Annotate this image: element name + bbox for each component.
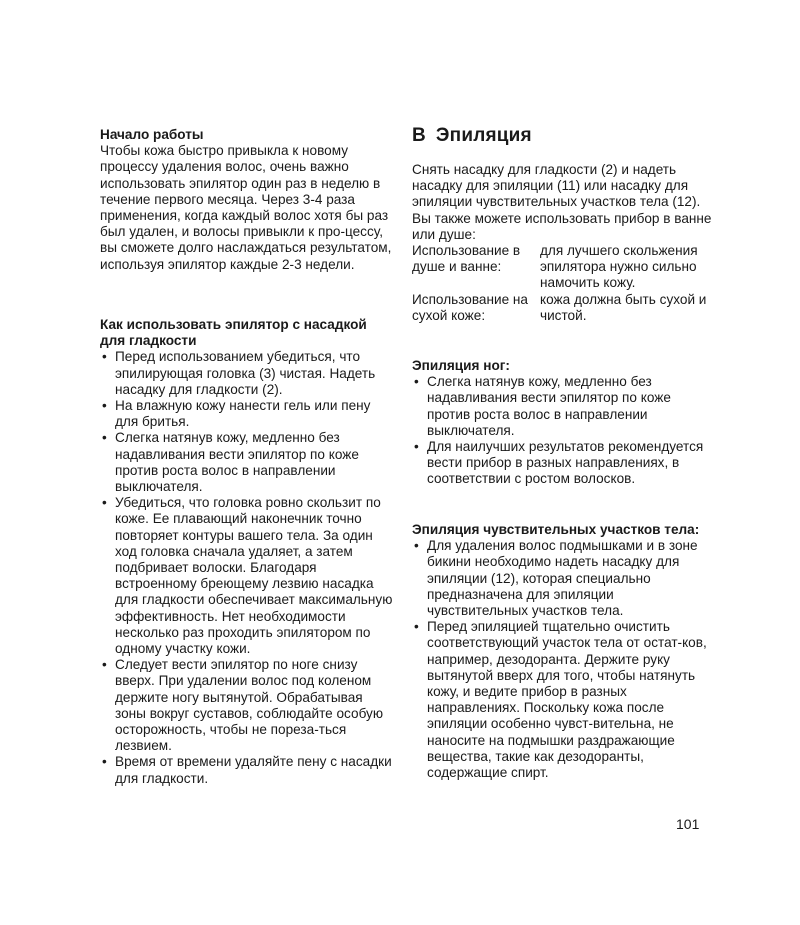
smooth-attachment-list [100, 349, 395, 786]
epilation-intro [412, 162, 712, 324]
list-item: • Время от времени удаляйте пену с насадки для гладкости. [100, 754, 395, 786]
list-item: • Перед эпиляцией тщательно очистить соответствующий участок тела от остат-ков, например, дезодоранта. Держите руку вытянутой вверх для того, чтобы натянуть кожу, и ведите прибор в разных направлениях. Поскольку кожа после эпиляции особенно чувст-вительна, не наносите на подмышки раздражающие вещества, такие как дезодоранты, содержащие спирт. [412, 619, 712, 781]
epilation-section-title [412, 125, 532, 147]
usage-term: Использование на сухой коже: [412, 291, 528, 323]
section-title: Эпиляция [435, 125, 532, 146]
section-letter: B [412, 125, 426, 146]
usage-desc: для лучшего скольжения эпилятора нужно сильно намочить кожу. [540, 243, 698, 291]
list-item: • Следует вести эпилятор по ноге снизу вверх. При удалении волос под коленом держите ногу вытянутой. Обрабатывая зоны вокруг суставов, соблюдайте особую осторожность, чтобы не пореза-ться лезвием. [100, 657, 395, 754]
sensitive-list [412, 538, 712, 781]
list-item: • Перед использованием убедиться, что эпилирующая головка (3) чистая. Надеть насадку для гладкости (2). [100, 349, 395, 398]
usage-term: Использование в душе и ванне: [412, 243, 521, 275]
list-item: • Слегка натянув кожу, медленно без надавливания вести эпилятор по коже против роста волос в направлении выключателя. [412, 374, 712, 439]
epilation-intro-text: Снять насадку для гладкости (2) и надеть насадку для эпиляции (11) или насадку для эпиляции чувствительных участков тела (12). Вы также можете использовать прибор в ванне или душе: [412, 162, 712, 242]
list-item: • Убедиться, что головка ровно скользит по коже. Ее плавающий наконечник точно повторяет контуры вашего тела. За один ход головка сначала удаляет, а затем подбривает волоски. Благодаря встроенному бреющему лезвию насадка для гладкости обеспечивает максимальную эффективность. Нет необходимости несколько раз проходить эпилятором по одному участку кожи. [100, 495, 395, 657]
list-item: • Слегка натянув кожу, медленно без надавливания вести эпилятор по коже против роста волос в направлении выключателя. [100, 430, 395, 495]
usage-desc: кожа должна быть сухой и чистой. [540, 291, 707, 323]
legs-list [412, 374, 712, 487]
smooth-attachment-section [100, 317, 395, 787]
legs-section [412, 358, 712, 488]
sensitive-section [412, 522, 712, 781]
list-item: • Для наилучших результатов рекомендуется вести прибор в разных направлениях, в соответствии с ростом волосков. [412, 439, 712, 488]
page-number: 101 [676, 816, 700, 832]
legs-heading: Эпиляция ног: [412, 358, 510, 373]
getting-started-text: Чтобы кожа быстро привыкла к новому процессу удаления волос, очень важно использовать эпилятор один раз в неделю в течение первого месяца. Через 3-4 раза применения, когда каждый волос хотя бы раз был удален, и волосы привыкли к про-цессу, вы сможете долго наслаждаться результатом, используя эпилятор каждые 2-3 недели. [100, 143, 392, 272]
sensitive-heading: Эпиляция чувствительных участков тела: [412, 522, 700, 537]
list-item: • Для удаления волос подмышками и в зоне бикини необходимо надеть насадку для эпиляции (12), которая специально предназначена для эпиляции чувствительных участков тела. [412, 538, 712, 619]
usage-list [412, 243, 712, 324]
smooth-attachment-heading: Как использовать эпилятор с насадкой для гладкости [100, 317, 367, 349]
getting-started-section [100, 127, 395, 273]
getting-started-heading: Начало работы [100, 127, 204, 142]
list-item: • На влажную кожу нанести гель или пену для бритья. [100, 398, 395, 430]
